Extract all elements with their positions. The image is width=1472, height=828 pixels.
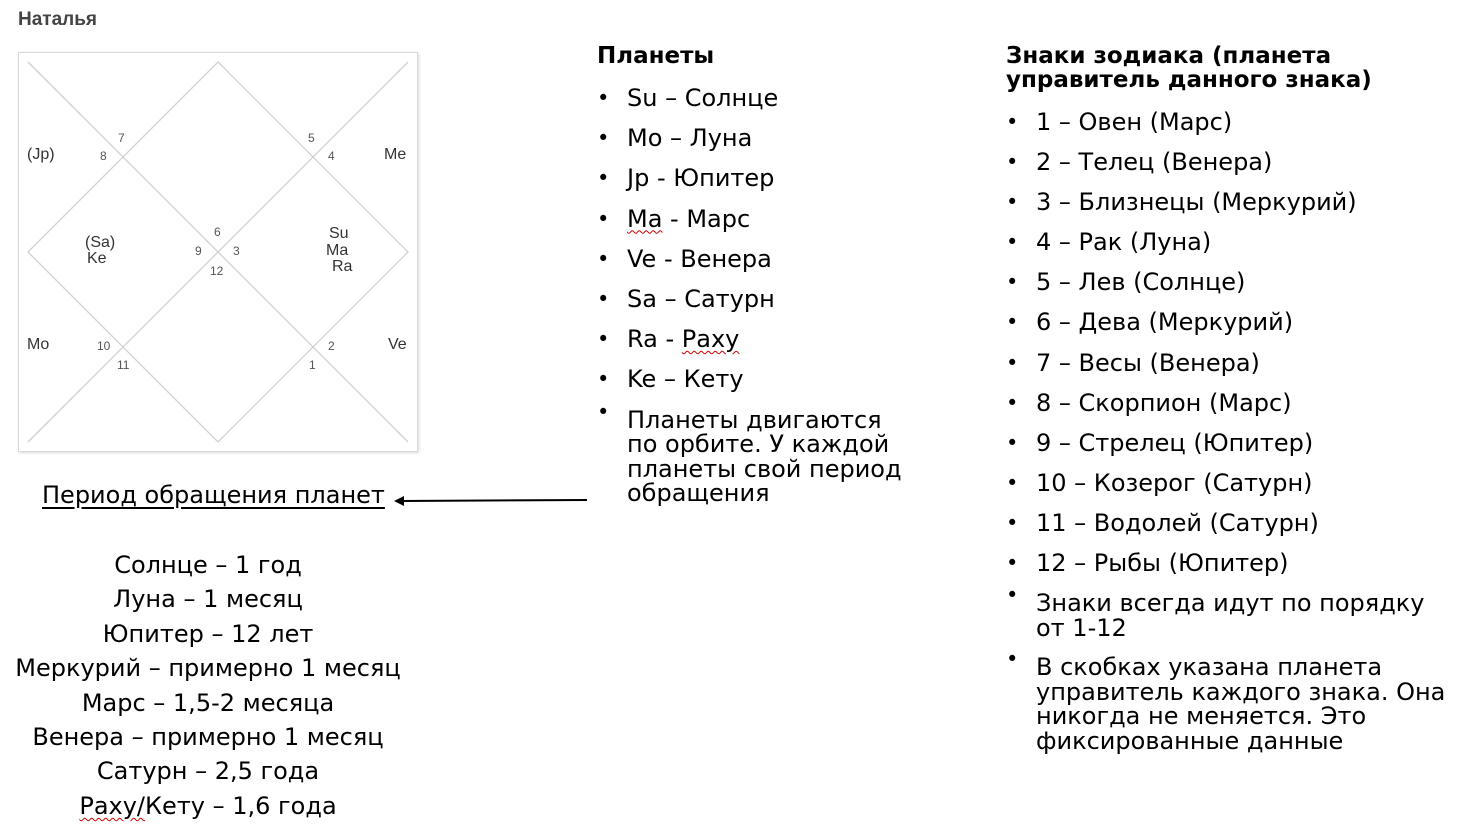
period-item-rahu-ketu-rest: Кету – 1,6 года bbox=[145, 791, 337, 820]
house-number-10: 10 bbox=[97, 339, 111, 353]
planet-label-rahu: Ra bbox=[332, 258, 353, 275]
planet-item-ve: • Ve - Венера bbox=[597, 239, 907, 279]
period-item-jupiter: Юпитер – 12 лет bbox=[102, 619, 314, 648]
planet-label-ketu: Ke bbox=[87, 250, 107, 267]
house-number-7: 7 bbox=[118, 131, 125, 145]
ma-code: Ma bbox=[627, 204, 663, 233]
house-number-12: 12 bbox=[210, 264, 224, 278]
arrow-left-icon bbox=[390, 490, 590, 512]
zodiac-item-7: • 7 – Весы (Венера) bbox=[1006, 343, 1446, 383]
zodiac-heading: Знаки зодиака (планета управитель данного знака) bbox=[1006, 43, 1372, 93]
zodiac-item-3: • 3 – Близнецы (Меркурий) bbox=[1006, 182, 1446, 222]
planet-item-su: • Su – Солнце bbox=[597, 78, 907, 118]
period-item-saturn: Сатурн – 2,5 года bbox=[96, 757, 320, 786]
planets-section bbox=[597, 44, 907, 506]
planet-item-jp: • Jp - Юпитер bbox=[597, 158, 907, 198]
zodiac-item-11: • 11 – Водолей (Сатурн) bbox=[1006, 503, 1446, 543]
house-number-5: 5 bbox=[308, 131, 315, 145]
astro-chart bbox=[18, 52, 418, 452]
chart-title: Наталья bbox=[18, 9, 97, 30]
house-number-6: 6 bbox=[214, 225, 221, 239]
period-item-moon: Луна – 1 месяц bbox=[113, 585, 303, 614]
house-number-11: 11 bbox=[117, 358, 130, 372]
planet-label-mars: Ma bbox=[326, 242, 349, 259]
planet-item-ra bbox=[597, 319, 907, 359]
house-number-3: 3 bbox=[233, 244, 240, 258]
ra-name: Раху bbox=[681, 325, 740, 354]
zodiac-note-order: • Знаки всегда идут по порядку от 1-12 bbox=[1006, 583, 1446, 647]
planet-label-saturn: (Sa) bbox=[85, 234, 116, 251]
planet-label-venus: Ve bbox=[388, 336, 407, 353]
zodiac-list bbox=[1006, 102, 1446, 760]
planet-item-ke: • Ke – Кету bbox=[597, 359, 907, 399]
rahu-word: Раху/ bbox=[79, 791, 146, 820]
chart-grid bbox=[19, 53, 417, 451]
ra-prefix: Ra - bbox=[627, 325, 682, 354]
zodiac-item-1: • 1 – Овен (Марс) bbox=[1006, 102, 1446, 142]
house-number-1: 1 bbox=[309, 358, 316, 372]
period-item-sun: Солнце – 1 год bbox=[114, 551, 302, 579]
zodiac-section bbox=[1006, 44, 1446, 760]
house-number-4: 4 bbox=[328, 149, 335, 163]
period-item-mars: Марс – 1,5-2 месяца bbox=[81, 688, 335, 717]
planets-note: • Планеты двигаются по орбите. У каждой планеты свой период обращения bbox=[597, 400, 907, 506]
period-heading: Период обращения планет bbox=[42, 481, 385, 509]
period-item-rahu-ketu bbox=[0, 789, 416, 823]
planet-item-sa: • Sa – Сатурн bbox=[597, 279, 907, 319]
zodiac-item-9: • 9 – Стрелец (Юпитер) bbox=[1006, 423, 1446, 463]
zodiac-item-10: • 10 – Козерог (Сатурн) bbox=[1006, 463, 1446, 503]
zodiac-item-8: • 8 – Скорпион (Марс) bbox=[1006, 383, 1446, 423]
planet-label-sun: Su bbox=[329, 225, 349, 242]
house-number-8: 8 bbox=[100, 149, 107, 163]
ma-rest: - Марс bbox=[662, 204, 751, 233]
planet-label-moon: Mo bbox=[27, 336, 50, 353]
zodiac-item-6: • 6 – Дева (Меркурий) bbox=[1006, 302, 1446, 342]
planets-list bbox=[597, 78, 907, 506]
planet-item-ma bbox=[597, 199, 907, 239]
planets-heading: Планеты bbox=[597, 43, 715, 69]
period-item-venus: Венера – примерно 1 месяц bbox=[32, 723, 384, 752]
zodiac-item-12: • 12 – Рыбы (Юпитер) bbox=[1006, 543, 1446, 583]
zodiac-item-2: • 2 – Телец (Венера) bbox=[1006, 142, 1446, 182]
zodiac-item-5: • 5 – Лев (Солнце) bbox=[1006, 262, 1446, 302]
house-number-9: 9 bbox=[195, 244, 202, 258]
house-number-2: 2 bbox=[328, 339, 335, 353]
planet-label-jupiter: (Jp) bbox=[27, 146, 55, 163]
planet-label-mercury: Me bbox=[384, 146, 407, 163]
period-list bbox=[0, 548, 416, 823]
planet-item-mo: • Mo – Луна bbox=[597, 118, 907, 158]
period-item-mercury: Меркурий – примерно 1 месяц bbox=[15, 654, 401, 683]
zodiac-item-4: • 4 – Рак (Луна) bbox=[1006, 222, 1446, 262]
zodiac-note-rulers: • В скобках указана планета управитель каждого знака. Она никогда не меняется. Это фиксированные данные bbox=[1006, 647, 1446, 760]
